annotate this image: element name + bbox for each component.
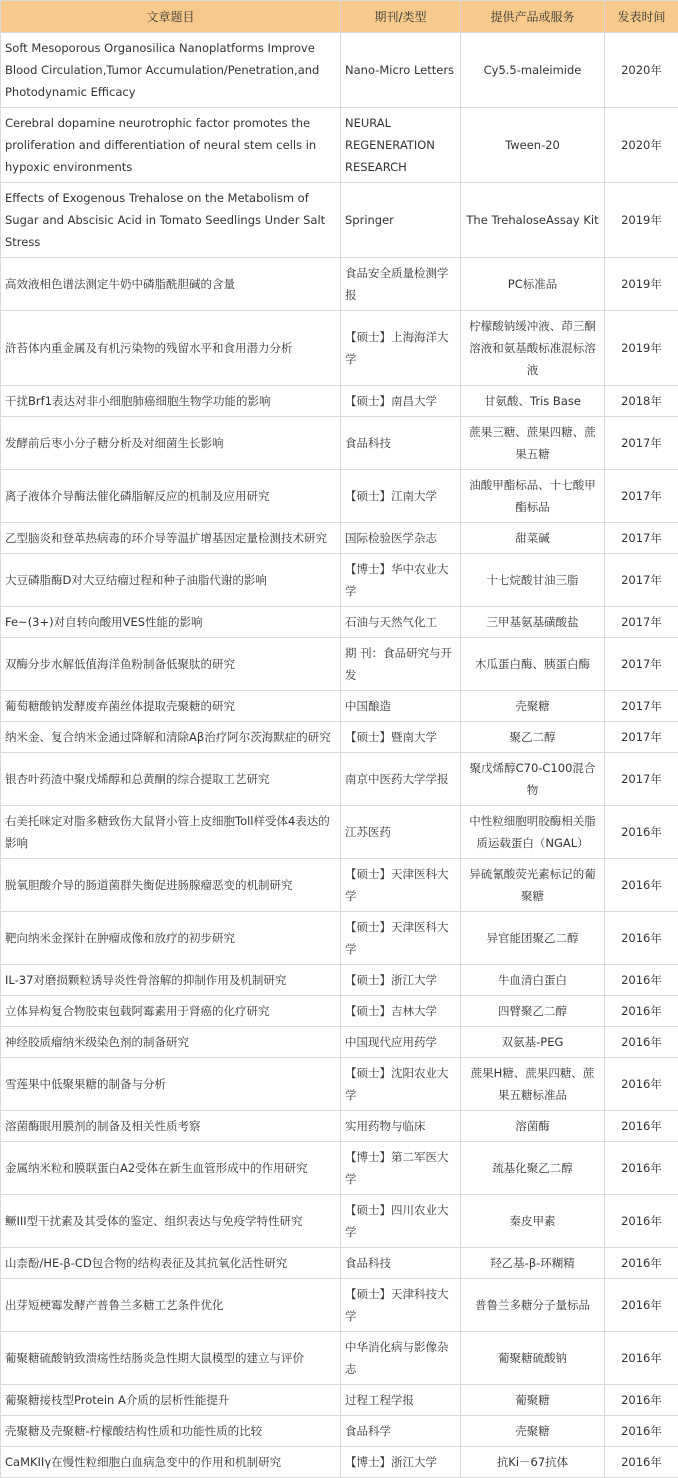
table-row [1, 753, 678, 806]
cell-year: 2016年 [605, 1447, 678, 1478]
cell-year: 2018年 [605, 386, 678, 417]
cell-title: Soft Mesoporous Organosilica Nanoplatforms Improve Blood Circulation,Tumor Accumulation/Penetration,and Photodynamic Efficacy [1, 33, 341, 108]
cell-product: 葡聚糖硫酸钠 [461, 1332, 605, 1385]
cell-journal: 南京中医药大学学报 [341, 753, 461, 806]
cell-year: 2017年 [605, 523, 678, 554]
cell-year: 2016年 [605, 1248, 678, 1279]
header-product: 提供产品或服务 [461, 1, 605, 33]
cell-year: 2016年 [605, 1279, 678, 1332]
cell-product: 中性粒细胞明胶酶相关脂质运载蛋白（NGAL） [461, 806, 605, 859]
cell-journal: 中国酿造 [341, 691, 461, 722]
cell-title: 浒苔体内重金属及有机污染物的残留水平和食用潜力分析 [1, 311, 341, 386]
cell-year: 2016年 [605, 965, 678, 996]
cell-product: 蔗果H糖、蔗果四糖、蔗果五糖标准品 [461, 1058, 605, 1111]
table-row [1, 1248, 678, 1279]
cell-journal: 【硕士】浙江大学 [341, 965, 461, 996]
cell-journal: 食品科技 [341, 417, 461, 470]
cell-journal: 【硕士】天津医科大学 [341, 912, 461, 965]
cell-year: 2016年 [605, 806, 678, 859]
cell-title: 神经胶质瘤纳米级染色剂的制备研究 [1, 1027, 341, 1058]
cell-title: 靶向纳米金探针在肿瘤成像和放疗的初步研究 [1, 912, 341, 965]
cell-title: 乙型脑炎和登革热病毒的环介导等温扩增基因定量检测技术研究 [1, 523, 341, 554]
cell-year: 2016年 [605, 1058, 678, 1111]
cell-product: 双氨基-PEG [461, 1027, 605, 1058]
cell-year: 2016年 [605, 859, 678, 912]
cell-title: 发酵前后枣小分子糖分析及对细菌生长影响 [1, 417, 341, 470]
cell-product: 巯基化聚乙二醇 [461, 1142, 605, 1195]
cell-product: 葡聚糖 [461, 1385, 605, 1416]
table-row [1, 1447, 678, 1478]
cell-product: 十七烷酸甘油三脂 [461, 554, 605, 607]
table-row [1, 554, 678, 607]
table-row [1, 965, 678, 996]
cell-product: 聚乙二醇 [461, 722, 605, 753]
table-row [1, 1385, 678, 1416]
cell-year: 2016年 [605, 1385, 678, 1416]
cell-year: 2019年 [605, 258, 678, 311]
cell-year: 2016年 [605, 1195, 678, 1248]
cell-title: 雪莲果中低聚果糖的制备与分析 [1, 1058, 341, 1111]
cell-journal: 国际检验医学杂志 [341, 523, 461, 554]
cell-product: The TrehaloseAssay Kit [461, 183, 605, 258]
table-row [1, 311, 678, 386]
table-row [1, 912, 678, 965]
cell-product: 壳聚糖 [461, 1416, 605, 1447]
cell-year: 2016年 [605, 1027, 678, 1058]
table-row [1, 1416, 678, 1447]
cell-journal: 【博士】第二军医大学 [341, 1142, 461, 1195]
cell-product: 羟乙基-β-环糊精 [461, 1248, 605, 1279]
cell-product: 三甲基氨基磺酸盐 [461, 607, 605, 638]
cell-title: 离子液体介导酶法催化磷脂解反应的机制及应用研究 [1, 470, 341, 523]
cell-title: 干扰Brf1表达对非小细胞肺癌细胞生物学功能的影响 [1, 386, 341, 417]
cell-year: 2017年 [605, 417, 678, 470]
cell-journal: 中华消化病与影像杂志 [341, 1332, 461, 1385]
cell-product: 壳聚糖 [461, 691, 605, 722]
cell-year: 2016年 [605, 996, 678, 1027]
cell-year: 2020年 [605, 33, 678, 108]
cell-product: PC标准品 [461, 258, 605, 311]
table-row [1, 1111, 678, 1142]
cell-journal: 食品安全质量检测学报 [341, 258, 461, 311]
cell-product: 普鲁兰多糖分子量标品 [461, 1279, 605, 1332]
cell-title: 大豆磷脂酶D对大豆结瘤过程和种子油脂代谢的影响 [1, 554, 341, 607]
cell-product: 蔗果三糖、蔗果四糖、蔗果五糖 [461, 417, 605, 470]
cell-title: 山柰酚/HE-β-CD包合物的结构表征及其抗氧化活性研究 [1, 1248, 341, 1279]
cell-year: 2017年 [605, 638, 678, 691]
table-row [1, 806, 678, 859]
cell-journal: 【硕士】吉林大学 [341, 996, 461, 1027]
table-row [1, 1332, 678, 1385]
cell-journal: 食品科技 [341, 1248, 461, 1279]
cell-title: 壳聚糖及壳聚糖-柠檬酸结构性质和功能性质的比较 [1, 1416, 341, 1447]
header-row [1, 1, 678, 33]
cell-year: 2017年 [605, 753, 678, 806]
cell-year: 2019年 [605, 311, 678, 386]
cell-title: Fe~(3+)对自转向酸用VES性能的影响 [1, 607, 341, 638]
cell-journal: NEURAL REGENERATION RESEARCH [341, 108, 461, 183]
cell-year: 2017年 [605, 554, 678, 607]
cell-journal: 【硕士】江南大学 [341, 470, 461, 523]
header-year: 发表时间 [605, 1, 678, 33]
cell-product: 异硫氰酸荧光素标记的葡聚糖 [461, 859, 605, 912]
cell-product: Tween-20 [461, 108, 605, 183]
table-row [1, 258, 678, 311]
cell-year: 2017年 [605, 470, 678, 523]
table-row [1, 722, 678, 753]
cell-journal: 食品科学 [341, 1416, 461, 1447]
cell-journal: 【硕士】暨南大学 [341, 722, 461, 753]
cell-year: 2016年 [605, 1332, 678, 1385]
cell-product: 甘氨酸、Tris Base [461, 386, 605, 417]
table-row [1, 1142, 678, 1195]
table-row [1, 33, 678, 108]
cell-journal: 【博士】浙江大学 [341, 1447, 461, 1478]
table-row [1, 691, 678, 722]
cell-title: 右美托咪定对脂多糖致伤大鼠肾小管上皮细胞Toll样受体4表达的影响 [1, 806, 341, 859]
header-title: 文章题目 [1, 1, 341, 33]
cell-title: 立体异构复合物胶束包载阿霉素用于肾癌的化疗研究 [1, 996, 341, 1027]
cell-journal: 江苏医药 [341, 806, 461, 859]
cell-title: 脱氧胆酸介导的肠道菌群失衡促进肠腺瘤恶变的机制研究 [1, 859, 341, 912]
cell-journal: 过程工程学报 [341, 1385, 461, 1416]
cell-product: 牛血清白蛋白 [461, 965, 605, 996]
table-row [1, 1195, 678, 1248]
cell-year: 2016年 [605, 1142, 678, 1195]
table-row [1, 183, 678, 258]
cell-year: 2016年 [605, 912, 678, 965]
cell-title: 出芽短梗霉发酵产普鲁兰多糖工艺条件优化 [1, 1279, 341, 1332]
cell-year: 2016年 [605, 1416, 678, 1447]
cell-year: 2020年 [605, 108, 678, 183]
cell-title: IL-37对磨损颗粒诱导炎性骨溶解的抑制作用及机制研究 [1, 965, 341, 996]
cell-product: 聚戊烯醇C70-C100混合物 [461, 753, 605, 806]
cell-product: 甜菜碱 [461, 523, 605, 554]
cell-title: 葡萄糖酸钠发酵废弃菌丝体提取壳聚糖的研究 [1, 691, 341, 722]
cell-product: 溶菌酶 [461, 1111, 605, 1142]
cell-journal: 中国现代应用药学 [341, 1027, 461, 1058]
cell-year: 2019年 [605, 183, 678, 258]
table-row [1, 859, 678, 912]
table-row [1, 1279, 678, 1332]
cell-title: 溶菌酶眼用膜剂的制备及相关性质考察 [1, 1111, 341, 1142]
cell-title: 银杏叶药渣中聚戊烯醇和总黄酮的综合提取工艺研究 [1, 753, 341, 806]
cell-title: Cerebral dopamine neurotrophic factor promotes the proliferation and differentiation of neural stem cells in hypoxic environments [1, 108, 341, 183]
cell-journal: Springer [341, 183, 461, 258]
cell-title: 双酶分步水解低值海洋鱼粉制备低聚肽的研究 [1, 638, 341, 691]
cell-product: 抗Ki－67抗体 [461, 1447, 605, 1478]
table-row [1, 638, 678, 691]
table-row [1, 523, 678, 554]
cell-year: 2016年 [605, 1111, 678, 1142]
cell-title: 金属纳米粒和膜联蛋白A2受体在新生血管形成中的作用研究 [1, 1142, 341, 1195]
table-row [1, 108, 678, 183]
table-row [1, 470, 678, 523]
cell-title: 高效液相色谱法测定牛奶中磷脂酰胆碱的含量 [1, 258, 341, 311]
cell-product: Cy5.5-maleimide [461, 33, 605, 108]
cell-journal: Nano-Micro Letters [341, 33, 461, 108]
cell-title: 纳米金、复合纳米金通过降解和清除Aβ治疗阿尔茨海默症的研究 [1, 722, 341, 753]
cell-year: 2017年 [605, 607, 678, 638]
cell-title: Effects of Exogenous Trehalose on the Metabolism of Sugar and Abscisic Acid in Tomato Seedlings Under Salt Stress [1, 183, 341, 258]
cell-product: 木瓜蛋白酶、胰蛋白酶 [461, 638, 605, 691]
cell-journal: 期 刊：食品研究与开发 [341, 638, 461, 691]
cell-title: 葡聚糖接枝型Protein A介质的层析性能提升 [1, 1385, 341, 1416]
cell-journal: 【硕士】上海海洋大学 [341, 311, 461, 386]
cell-title: 鳜III型干扰素及其受体的鉴定、组织表达与免疫学特性研究 [1, 1195, 341, 1248]
cell-journal: 【硕士】四川农业大学 [341, 1195, 461, 1248]
table-row [1, 996, 678, 1027]
cell-year: 2017年 [605, 691, 678, 722]
cell-year: 2017年 [605, 722, 678, 753]
cell-product: 秦皮甲素 [461, 1195, 605, 1248]
cell-journal: 【博士】华中农业大学 [341, 554, 461, 607]
cell-title: CaMKIIγ在慢性粒细胞白血病急变中的作用和机制研究 [1, 1447, 341, 1478]
cell-journal: 石油与天然气化工 [341, 607, 461, 638]
table-row [1, 1027, 678, 1058]
cell-journal: 【硕士】南昌大学 [341, 386, 461, 417]
table-body [1, 33, 678, 1478]
table-row [1, 607, 678, 638]
cell-journal: 【硕士】天津科技大学 [341, 1279, 461, 1332]
cell-journal: 实用药物与临床 [341, 1111, 461, 1142]
table-row [1, 1058, 678, 1111]
cell-product: 油酸甲酯标品、十七酸甲酯标品 [461, 470, 605, 523]
cell-title: 葡聚糖硫酸钠致溃疡性结肠炎急性期大鼠模型的建立与评价 [1, 1332, 341, 1385]
cell-journal: 【硕士】天津医科大学 [341, 859, 461, 912]
table-row [1, 386, 678, 417]
cell-journal: 【硕士】沈阳农业大学 [341, 1058, 461, 1111]
cell-product: 异官能团聚乙二醇 [461, 912, 605, 965]
table-row [1, 417, 678, 470]
header-journal: 期刊/类型 [341, 1, 461, 33]
cell-product: 柠檬酸钠缓冲液、茚三酮溶液和氨基酸标准混标溶液 [461, 311, 605, 386]
cell-product: 四臂聚乙二醇 [461, 996, 605, 1027]
